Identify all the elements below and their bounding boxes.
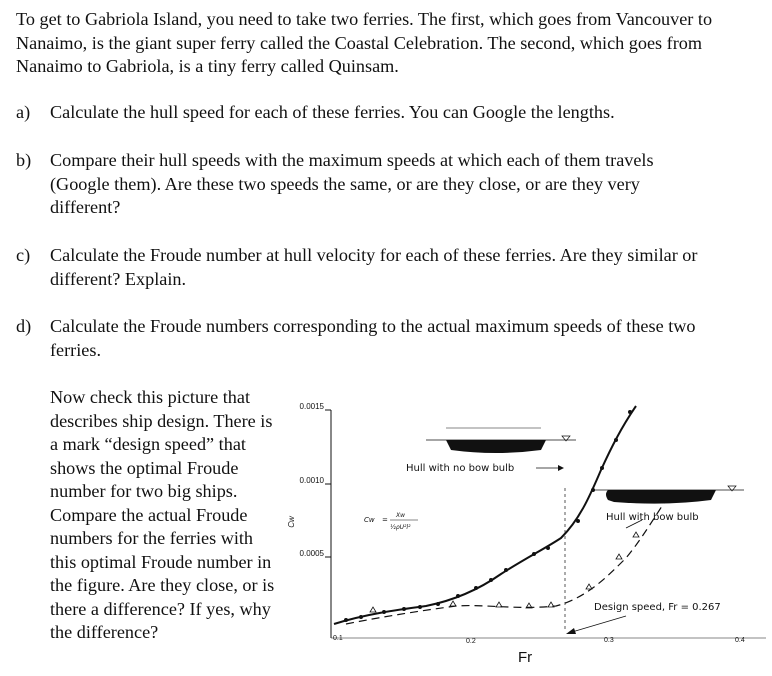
question-label: b) [16,150,32,170]
ship-no-bulb-icon [426,428,576,453]
question-label: c) [16,245,31,265]
pointer-design-speed [572,616,626,632]
question-label: d) [16,316,32,336]
question-text: Calculate the Froude numbers corresponding to the actual maximum speeds of these two ferries. [50,316,696,360]
formula-denominator: ½ρU²l² [390,524,411,531]
intro-paragraph: To get to Gabriola Island, you need to take two ferries. The first, which goes from Vancouver to Nanaimo, is the giant super ferry called the Coastal Celebration. The second, which goes from Nanaimo to Gabriola, is a tiny ferry called Quinsam. [16,9,713,76]
label-design-speed: Design speed, Fr = 0.267 [594,602,721,613]
y-axis-label: Cw [287,516,296,528]
x-tick-label: 0.2 [466,638,476,645]
figure-prompt-paragraph: Now check this picture that describes ship design. There is a mark “design speed” that shows the optimal Froude number for two big ships. Compare the actual Froude numbers for the ferries with this optimal Froude number in the figure. Are they close, or is there a difference? If yes, why the difference? [50,387,275,642]
ship-design-figure [286,388,772,676]
formula-numerator: Xw [396,512,406,519]
question-text: Calculate the hull speed for each of these ferries. You can Google the lengths. [50,102,615,122]
question-text: Compare their hull speeds with the maximum speeds at which each of them travels (Google them). Are these two speeds the same, or are they close, or are they very different? [50,150,654,217]
pointer-no-bulb-arrow [558,465,564,471]
x-tick-label: 0.3 [604,637,614,644]
curve-no-bow-bulb [334,406,636,624]
question-text: Calculate the Froude number at hull velocity for each of these ferries. Are they similar or different? Explain. [50,245,698,289]
y-tick-label: 0.0015 [299,402,324,411]
x-axis-label: Fr [518,649,533,666]
pointer-design-speed-arrow [566,628,576,634]
formula-lhs: Cw [364,516,375,524]
x-tick-label: 0.1 [333,635,343,642]
label-no-bow-bulb: Hull with no bow bulb [406,463,515,474]
x-tick-label: 0.4 [735,637,745,644]
ship-bow-bulb-icon [592,486,744,504]
y-tick-label: 0.0010 [299,476,324,485]
y-tick-label: 0.0005 [299,549,324,558]
label-bow-bulb: Hull with bow bulb [606,512,699,523]
formula-equals: = [382,516,388,524]
question-label: a) [16,102,31,122]
wave-resistance-plot [286,388,772,676]
